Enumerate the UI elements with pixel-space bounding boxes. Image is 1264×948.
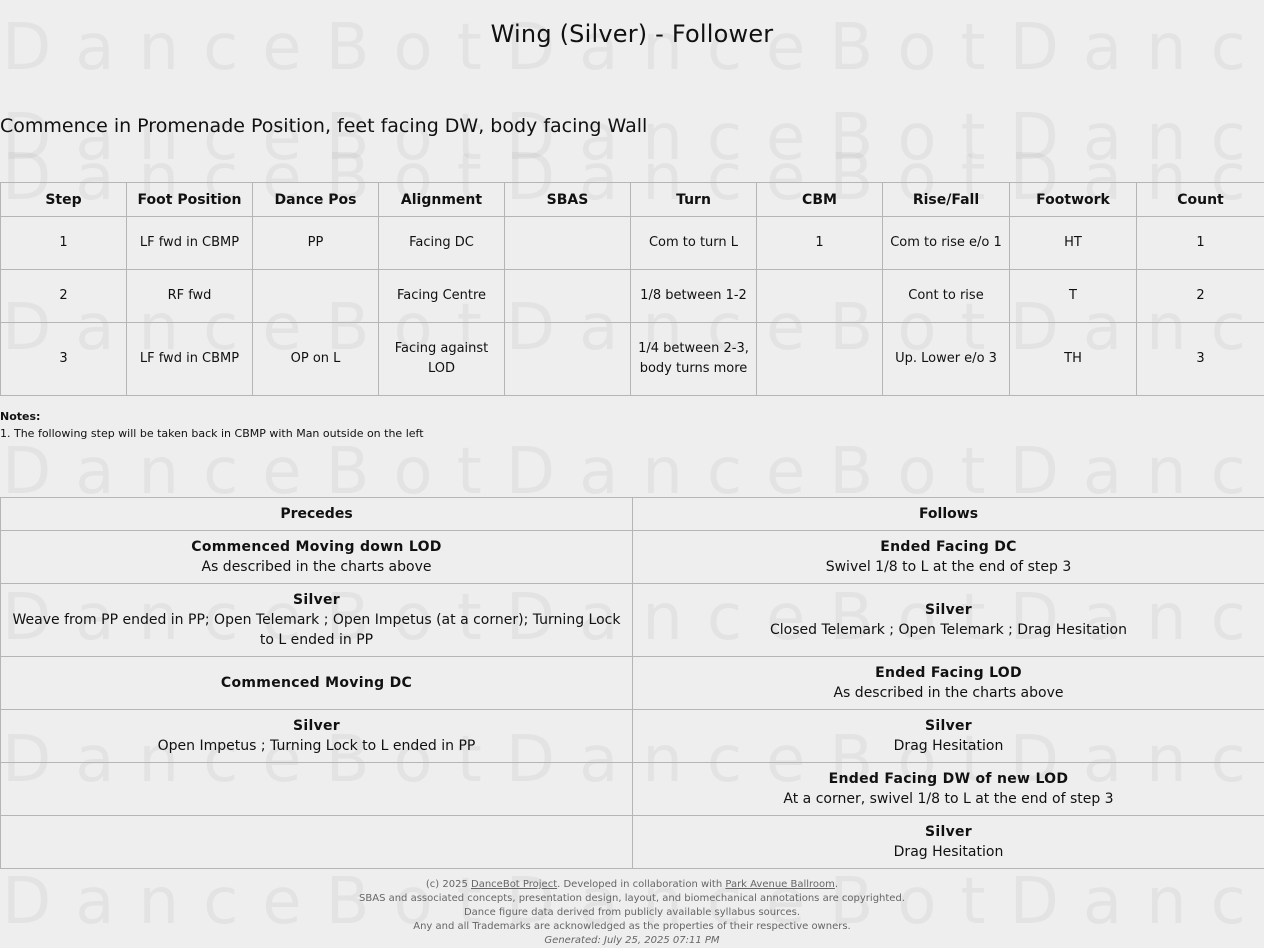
column-header-count: Count xyxy=(1137,183,1264,217)
table-cell: Facing DC xyxy=(379,217,505,270)
column-header-cbm: CBM xyxy=(757,183,883,217)
table-cell: 1/8 between 1-2 xyxy=(631,270,757,323)
table-row xyxy=(1,657,1264,710)
group-heading: Ended Facing DW of new LOD xyxy=(828,771,1069,787)
precedes-cell xyxy=(1,816,633,869)
column-header-step: Step xyxy=(1,183,127,217)
table-cell: Facing Centre xyxy=(379,270,505,323)
figure-list: Open Impetus ; Turning Lock to L ended in PP xyxy=(157,738,476,754)
precedes-cell xyxy=(1,584,633,657)
precedes-cell xyxy=(1,710,633,763)
column-header-footwork: Footwork xyxy=(1010,183,1137,217)
note-item: 1. The following step will be taken back in CBMP with Man outside on the left xyxy=(0,427,424,440)
notes-label: Notes: xyxy=(0,410,41,423)
table-cell: HT xyxy=(1010,217,1137,270)
figure-list: Drag Hesitation xyxy=(893,844,1004,860)
table-cell: Up. Lower e/o 3 xyxy=(883,323,1010,396)
collab-suffix: . xyxy=(834,879,839,890)
table-cell xyxy=(505,323,631,396)
figure-list: Swivel 1/8 to L at the end of step 3 xyxy=(825,559,1072,575)
column-header-sbas: SBAS xyxy=(505,183,631,217)
commence-heading: Commence in Promenade Position, feet facing DW, body facing Wall xyxy=(0,115,648,137)
figure-list: At a corner, swivel 1/8 to L at the end of step 3 xyxy=(783,791,1114,807)
column-header-alignment: Alignment xyxy=(379,183,505,217)
follows-cell xyxy=(633,657,1264,710)
dancebot-project-link[interactable]: DanceBot Project xyxy=(471,879,558,890)
copyright-text: (c) 2025 xyxy=(425,879,472,890)
footer-trademark-notice: Any and all Trademarks are acknowledged as the properties of their respective owners. xyxy=(413,921,851,932)
table-cell: PP xyxy=(253,217,379,270)
group-heading: Silver xyxy=(292,718,340,734)
group-heading: Commenced Moving down LOD xyxy=(191,539,442,555)
follows-cell xyxy=(633,531,1264,584)
figure-list: As described in the charts above xyxy=(201,559,432,575)
park-avenue-ballroom-link[interactable]: Park Avenue Ballroom xyxy=(725,879,835,890)
figure-list: Weave from PP ended in PP; Open Telemark ; Open Impetus (at a corner); Turning Lock to L ended in PP xyxy=(12,612,621,648)
column-header-follows: Follows xyxy=(633,498,1264,531)
collab-text: . Developed in collaboration with xyxy=(557,879,726,890)
group-heading: Silver xyxy=(924,602,972,618)
precedes-cell xyxy=(1,763,633,816)
table-cell: 2 xyxy=(1,270,127,323)
group-heading: Silver xyxy=(292,592,340,608)
footer-copyright-notice: SBAS and associated concepts, presentation design, layout, and biomechanical annotations are copyrighted. xyxy=(359,893,905,904)
follows-cell xyxy=(633,816,1264,869)
precedes-follows-table xyxy=(0,497,1264,869)
follows-cell xyxy=(633,710,1264,763)
table-cell: Com to turn L xyxy=(631,217,757,270)
table-cell: 2 xyxy=(1137,270,1264,323)
page-footer xyxy=(0,878,1264,948)
group-heading: Silver xyxy=(924,718,972,734)
table-cell: 1 xyxy=(757,217,883,270)
table-row xyxy=(1,763,1264,816)
follows-cell xyxy=(633,763,1264,816)
table-row xyxy=(1,816,1264,869)
table-row xyxy=(1,584,1264,657)
table-cell: RF fwd xyxy=(127,270,253,323)
watermark-row xyxy=(2,440,1264,504)
table-cell xyxy=(505,217,631,270)
table-cell: T xyxy=(1010,270,1137,323)
group-heading: Ended Facing DC xyxy=(880,539,1017,555)
footer-copyright-line xyxy=(0,878,1264,892)
table-cell: 3 xyxy=(1137,323,1264,396)
group-heading: Ended Facing LOD xyxy=(875,665,1022,681)
table-header-row xyxy=(1,498,1264,531)
group-heading: Silver xyxy=(924,824,972,840)
figure-list: Closed Telemark ; Open Telemark ; Drag Hesitation xyxy=(770,622,1127,638)
table-cell: 3 xyxy=(1,323,127,396)
table-cell: OP on L xyxy=(253,323,379,396)
column-header-turn: Turn xyxy=(631,183,757,217)
table-cell: Com to rise e/o 1 xyxy=(883,217,1010,270)
table-cell: TH xyxy=(1010,323,1137,396)
column-header-precedes: Precedes xyxy=(1,498,633,531)
table-cell xyxy=(757,270,883,323)
table-cell: LF fwd in CBMP xyxy=(127,323,253,396)
table-cell xyxy=(505,270,631,323)
figure-list: As described in the charts above xyxy=(833,685,1064,701)
column-header-dance-pos: Dance Pos xyxy=(253,183,379,217)
footer-data-source: Dance figure data derived from publicly available syllabus sources. xyxy=(463,907,801,918)
table-cell: Facing against LOD xyxy=(379,323,505,396)
group-heading: Commenced Moving DC xyxy=(220,675,413,691)
column-header-foot-position: Foot Position xyxy=(127,183,253,217)
table-row xyxy=(1,270,1264,323)
table-row xyxy=(1,710,1264,763)
table-row xyxy=(1,531,1264,584)
page-title: Wing (Silver) - Follower xyxy=(490,20,774,48)
figure-list: Drag Hesitation xyxy=(893,738,1004,754)
table-cell: 1 xyxy=(1137,217,1264,270)
table-cell: 1/4 between 2-3, body turns more xyxy=(631,323,757,396)
table-header-row xyxy=(1,183,1264,217)
notes-section xyxy=(0,408,424,442)
steps-table xyxy=(0,182,1264,396)
table-row xyxy=(1,217,1264,270)
precedes-cell xyxy=(1,657,633,710)
column-header-rise-fall: Rise/Fall xyxy=(883,183,1010,217)
table-row xyxy=(1,323,1264,396)
table-cell: 1 xyxy=(1,217,127,270)
table-cell xyxy=(757,323,883,396)
table-cell: LF fwd in CBMP xyxy=(127,217,253,270)
generated-timestamp: Generated: July 25, 2025 07:11 PM xyxy=(544,935,720,946)
table-cell: Cont to rise xyxy=(883,270,1010,323)
follows-cell xyxy=(633,584,1264,657)
precedes-cell xyxy=(1,531,633,584)
table-cell xyxy=(253,270,379,323)
